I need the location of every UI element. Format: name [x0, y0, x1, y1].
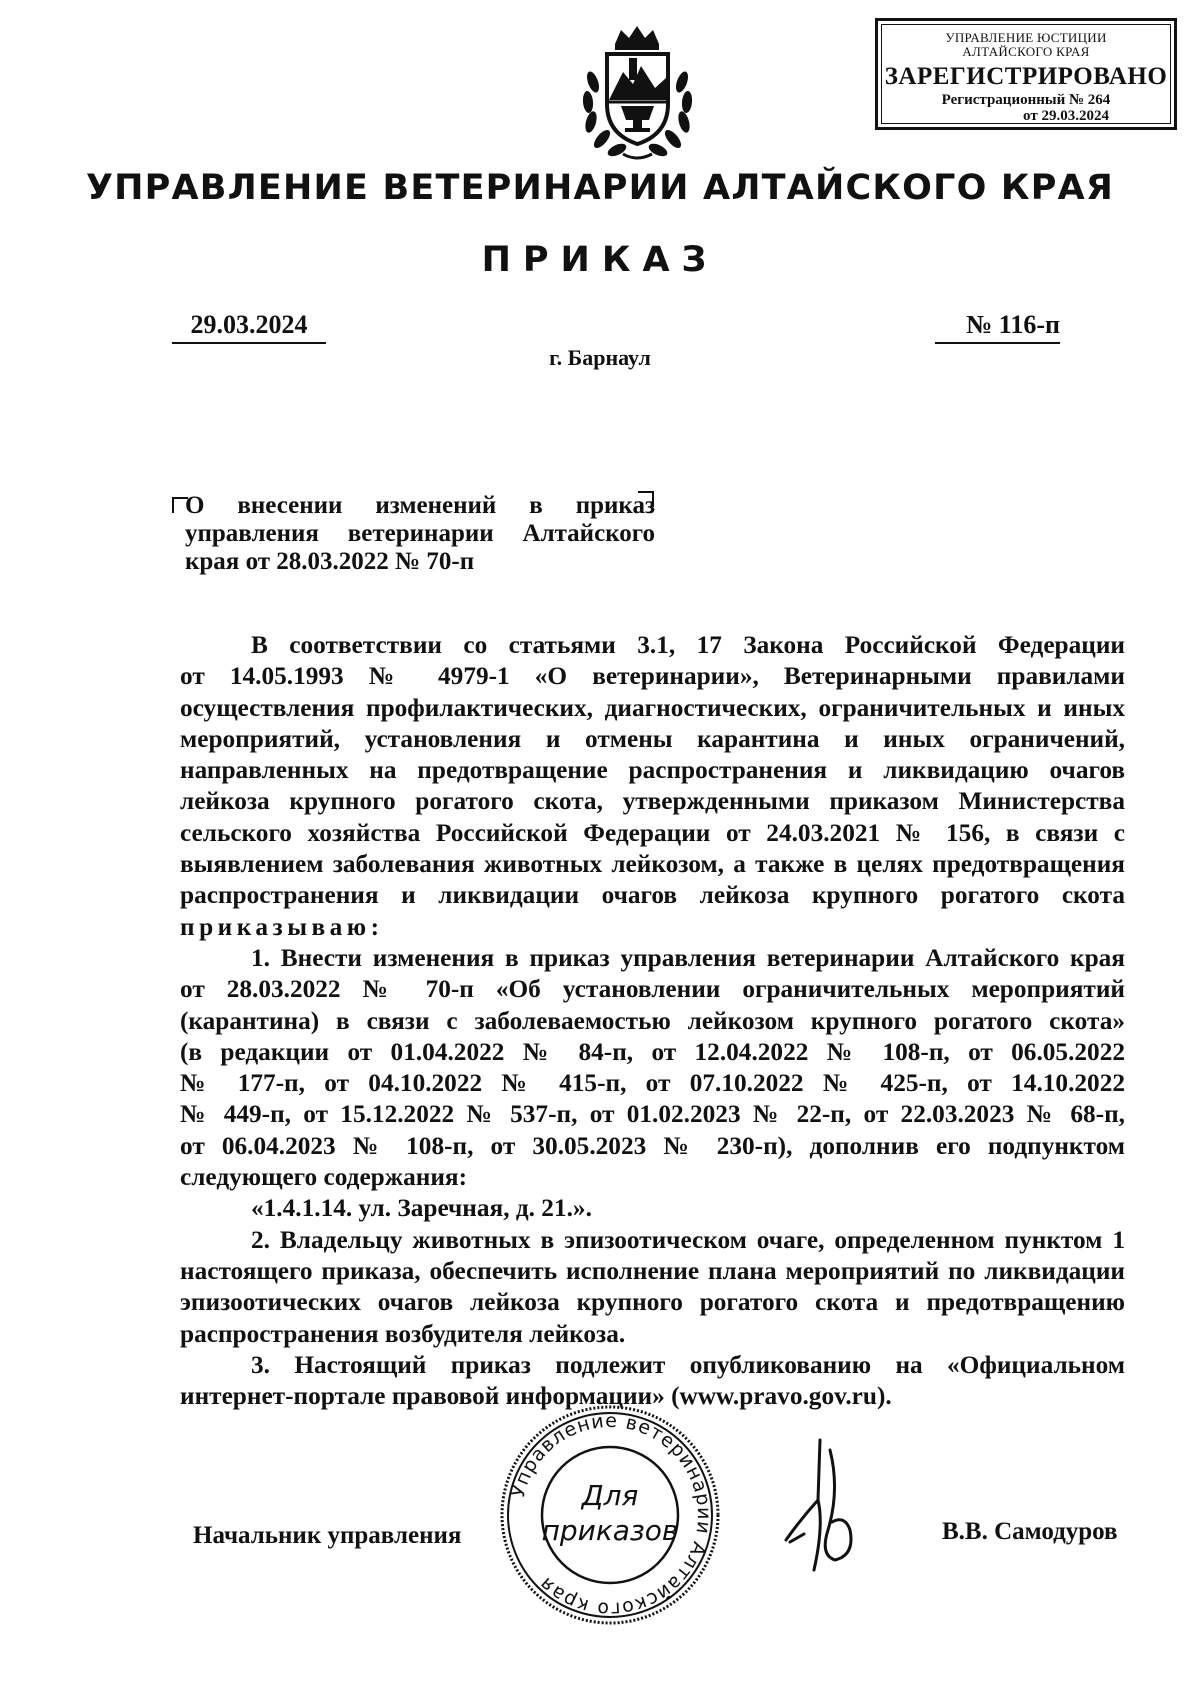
body-line: интернет-портале правовой информации» (www.pravo.gov.ru).	[180, 1382, 892, 1411]
document-subject: О внесении изменений в приказ управления ветеринарии Алтайского края от 28.03.2022 № 70-п	[185, 492, 655, 575]
signer-position: Начальник управления	[193, 1522, 462, 1549]
decree-word	[180, 912, 1125, 943]
document-type: ПРИКАЗ	[481, 240, 719, 280]
body-line: 3. Настоящий приказ подлежит опубликованию на «Официальном	[251, 1350, 1125, 1379]
seal-center-line2: приказов	[541, 1514, 679, 1547]
registration-org-line2: АЛТАЙСКОГО КРАЯ	[962, 44, 1090, 59]
body-line: сельского хозяйства Российской Федерации от 24.03.2021 № 156, в связи с	[180, 818, 1125, 847]
body-line: от 28.03.2022 № 70-п «Об установлении ограничительных мероприятий	[180, 975, 1125, 1004]
body-line: распространения возбудителя лейкоза.	[180, 1319, 626, 1348]
signer-name: В.В. Самодуров	[942, 1518, 1118, 1545]
decree-word-text: приказываю:	[180, 912, 384, 941]
handwritten-signature	[780, 1430, 870, 1580]
body-line: следующего содержания:	[180, 1163, 467, 1192]
document-date: 29.03.2024	[172, 310, 326, 344]
body-line: выявлением заболевания животных лейкозом, а также в целях предотвращения	[180, 850, 1125, 879]
round-seal	[495, 1400, 725, 1630]
body-line: 1. Внести изменения в приказ управления ветеринарии Алтайского края	[251, 943, 1125, 972]
document-number: № 116-п	[935, 310, 1060, 344]
body-line: В соответствии со статьями 3.1, 17 Закона Российской Федерации	[251, 631, 1125, 659]
body-line: № 177-п, от 04.10.2022 № 415-п, от 07.10.2022 № 425-п, от 14.10.2022	[180, 1069, 1125, 1098]
body-line: (карантина) в связи с заболеваемостью лейкозом крупного рогатого скота»	[180, 1006, 1125, 1035]
registration-status: ЗАРЕГИСТРИРОВАНО	[884, 63, 1168, 90]
body-line: № 449-п, от 15.12.2022 № 537-п, от 01.02.2023 № 22-п, от 22.03.2023 № 68-п,	[180, 1100, 1125, 1129]
body-line: направленных на предотвращение распространения и ликвидацию очагов	[180, 756, 1125, 785]
body-line: осуществления профилактических, диагностических, ограничительных и иных	[180, 693, 1125, 722]
seal-center-line1: Для	[581, 1479, 639, 1512]
registration-date: от 29.03.2024	[1023, 108, 1109, 124]
body-line: мероприятий, установления и отмены карантина и иных ограничений,	[180, 724, 1125, 753]
body-line: настоящего приказа, обеспечить исполнение плана мероприятий по ликвидации	[180, 1256, 1125, 1285]
registration-number: Регистрационный № 264	[941, 92, 1111, 108]
registration-org-line1: УПРАВЛЕНИЕ ЮСТИЦИИ	[945, 30, 1107, 45]
body-line: эпизоотических очагов лейкоза крупного рогатого скота и предотвращению	[180, 1288, 1125, 1317]
document-body	[180, 630, 1125, 1412]
organization-title: УПРАВЛЕНИЕ ВЕТЕРИНАРИИ АЛТАЙСКОГО КРАЯ	[85, 168, 1115, 208]
body-line: 2. Владельцу животных в эпизоотическом очаге, определенном пунктом 1	[251, 1225, 1125, 1254]
body-line: от 14.05.1993 № 4979-1 «О ветеринарии», Ветеринарными правилами	[180, 662, 1125, 691]
registration-stamp	[875, 18, 1177, 130]
coat-of-arms-icon	[575, 22, 700, 162]
seal-ring-text: Управление ветеринарии Алтайского края	[506, 1409, 716, 1621]
registration-stamp-inner-border	[881, 24, 1171, 124]
body-line: от 06.04.2023 № 108-п, от 30.05.2023 № 230-п), дополнив его подпунктом	[180, 1131, 1125, 1160]
body-line: лейкоза крупного рогатого скота, утвержденными приказом Министерства	[180, 787, 1125, 816]
body-line: распространения и ликвидации очагов лейкоза крупного рогатого скота	[180, 881, 1125, 910]
item1-quote: «1.4.1.14. ул. Заречная, д. 21.».	[251, 1194, 592, 1223]
body-line: (в редакции от 01.04.2022 № 84-п, от 12.04.2022 № 108-п, от 06.05.2022	[180, 1037, 1125, 1066]
document-city: г. Барнаул	[549, 345, 651, 370]
